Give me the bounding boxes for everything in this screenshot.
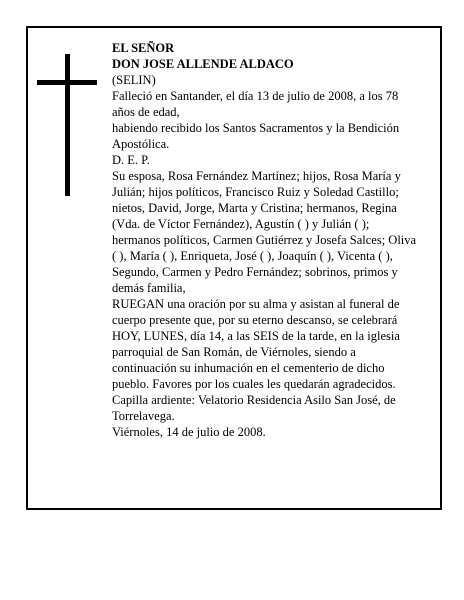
place-date: Viérnoles, 14 de julio de 2008. [112, 425, 266, 439]
sacraments-text: habiendo recibido los Santos Sacramentos y la Bendición Apostólica. [112, 121, 400, 151]
nickname: (SELIN) [112, 73, 156, 87]
rip-text: D. E. P. [112, 153, 150, 167]
funeral-request: RUEGAN una oración por su alma y asistan al funeral de cuerpo presente que, por su eterno descanso, se celebrará HOY, LUNES, día 14, a las SEIS de la tarde, en la iglesia parroquial de San Román, de Viérnoles, siendo a continuación su inhumación en el cementerio de dicho pueblo. Favores por los cuales les quedarán agradecidos. Capilla ardiente: Velatorio Residencia Asilo San José, de Torrelavega. [112, 297, 400, 423]
heading-title: EL SEÑOR [112, 41, 175, 55]
cross-icon-bar [37, 80, 97, 85]
family-text: Su esposa, Rosa Fernández Martínez; hijos, Rosa María y Julián; hijos políticos, Francisco Ruiz y Soledad Castillo; nietos, David, Jorge, Marta y Cristina; hermanos, Regina (Vda. de Víctor Fernández), Agustín ( ) y Julián ( ); hermanos políticos, Carmen Gutiérrez y Josefa Salces; Oliva ( ), María ( ), Enriqueta, José ( ), Joaquín ( ), Vicenta ( ), Segundo, Carmen y Pedro Fernández; sobrinos, primos y demás familia, [112, 169, 417, 295]
deceased-name: DON JOSE ALLENDE ALDACO [112, 57, 294, 71]
obituary-text [112, 40, 420, 440]
cross-icon [65, 54, 70, 196]
death-notice: Falleció en Santander, el día 13 de julio de 2008, a los 78 años de edad, [112, 89, 399, 119]
